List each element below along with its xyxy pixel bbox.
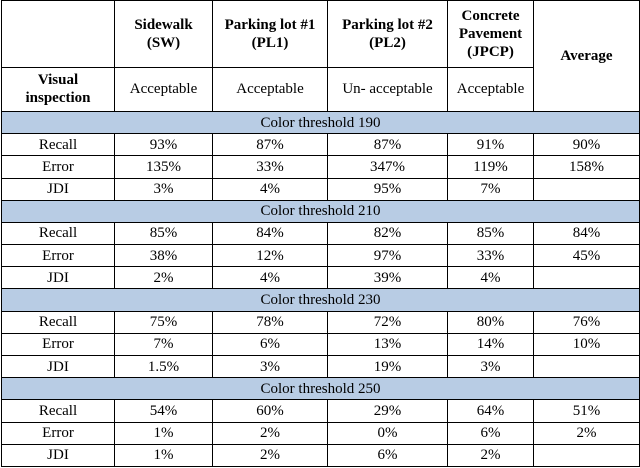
- cell-pl1: 78%: [213, 311, 328, 333]
- results-table: [1, 0, 640, 467]
- cell-pl1: 2%: [213, 444, 328, 466]
- section-header-row: [2, 111, 640, 133]
- col-header-sw: Sidewalk (SW): [115, 1, 213, 68]
- cell-jpcp: 80%: [448, 311, 534, 333]
- col-header-pl2: Parking lot #2 (PL2): [328, 1, 448, 68]
- table-row: [2, 134, 640, 156]
- cell-jpcp: 2%: [448, 444, 534, 466]
- table-row: [2, 422, 640, 444]
- table-row: [2, 222, 640, 244]
- section-title: Color threshold 190: [2, 111, 640, 133]
- visual-jpcp: Acceptable: [448, 67, 534, 111]
- cell-avg: 45%: [534, 245, 640, 267]
- cell-pl2: 347%: [328, 156, 448, 178]
- row-label: JDI: [2, 356, 115, 378]
- cell-sw: 3%: [115, 178, 213, 200]
- cell-avg: [534, 178, 640, 200]
- cell-pl2: 82%: [328, 222, 448, 244]
- cell-sw: 93%: [115, 134, 213, 156]
- visual-pl2: Un- acceptable: [328, 67, 448, 111]
- cell-pl1: 2%: [213, 422, 328, 444]
- cell-avg: 158%: [534, 156, 640, 178]
- cell-pl1: 60%: [213, 400, 328, 422]
- row-label: Recall: [2, 222, 115, 244]
- cell-sw: 1%: [115, 422, 213, 444]
- table-row: [2, 400, 640, 422]
- row-label: Error: [2, 422, 115, 444]
- row-label: Error: [2, 245, 115, 267]
- header-row: [2, 1, 640, 68]
- col-header-jpcp: Concrete Pavement (JPCP): [448, 1, 534, 68]
- table-row: [2, 356, 640, 378]
- cell-avg: 84%: [534, 222, 640, 244]
- table-row: [2, 311, 640, 333]
- cell-pl2: 87%: [328, 134, 448, 156]
- cell-sw: 54%: [115, 400, 213, 422]
- cell-pl1: 4%: [213, 178, 328, 200]
- cell-pl2: 6%: [328, 444, 448, 466]
- cell-pl1: 3%: [213, 356, 328, 378]
- cell-sw: 75%: [115, 311, 213, 333]
- cell-avg: [534, 267, 640, 289]
- cell-jpcp: 4%: [448, 267, 534, 289]
- cell-pl2: 39%: [328, 267, 448, 289]
- section-title: Color threshold 250: [2, 378, 640, 400]
- cell-avg: 10%: [534, 333, 640, 355]
- cell-jpcp: 14%: [448, 333, 534, 355]
- row-label: Recall: [2, 400, 115, 422]
- section-title: Color threshold 230: [2, 289, 640, 311]
- cell-pl1: 87%: [213, 134, 328, 156]
- col-header-pl1: Parking lot #1 (PL1): [213, 1, 328, 68]
- table-row: [2, 444, 640, 466]
- row-label: JDI: [2, 444, 115, 466]
- cell-pl1: 84%: [213, 222, 328, 244]
- cell-sw: 2%: [115, 267, 213, 289]
- visual-sw: Acceptable: [115, 67, 213, 111]
- cell-avg: 90%: [534, 134, 640, 156]
- row-label: JDI: [2, 267, 115, 289]
- row-label: Recall: [2, 311, 115, 333]
- row-label: Recall: [2, 134, 115, 156]
- cell-pl2: 72%: [328, 311, 448, 333]
- table-row: [2, 267, 640, 289]
- cell-jpcp: 33%: [448, 245, 534, 267]
- table-row: [2, 156, 640, 178]
- cell-sw: 1.5%: [115, 356, 213, 378]
- row-label: Error: [2, 333, 115, 355]
- cell-avg: 2%: [534, 422, 640, 444]
- cell-pl2: 0%: [328, 422, 448, 444]
- cell-avg: 76%: [534, 311, 640, 333]
- cell-jpcp: 6%: [448, 422, 534, 444]
- cell-pl1: 6%: [213, 333, 328, 355]
- cell-pl1: 4%: [213, 267, 328, 289]
- cell-avg: [534, 356, 640, 378]
- row-label: Error: [2, 156, 115, 178]
- section-header-row: [2, 289, 640, 311]
- section-header-row: [2, 200, 640, 222]
- table-row: [2, 245, 640, 267]
- cell-sw: 7%: [115, 333, 213, 355]
- cell-jpcp: 7%: [448, 178, 534, 200]
- cell-jpcp: 85%: [448, 222, 534, 244]
- table-row: [2, 333, 640, 355]
- cell-avg: 51%: [534, 400, 640, 422]
- cell-jpcp: 3%: [448, 356, 534, 378]
- visual-pl1: Acceptable: [213, 67, 328, 111]
- cell-jpcp: 91%: [448, 134, 534, 156]
- cell-sw: 38%: [115, 245, 213, 267]
- corner-cell: [2, 1, 115, 68]
- section-header-row: [2, 378, 640, 400]
- cell-pl1: 12%: [213, 245, 328, 267]
- cell-pl2: 19%: [328, 356, 448, 378]
- section-title: Color threshold 210: [2, 200, 640, 222]
- cell-sw: 85%: [115, 222, 213, 244]
- cell-sw: 1%: [115, 444, 213, 466]
- cell-jpcp: 119%: [448, 156, 534, 178]
- table-row: [2, 178, 640, 200]
- cell-sw: 135%: [115, 156, 213, 178]
- cell-pl2: 97%: [328, 245, 448, 267]
- col-header-average: Average: [534, 1, 640, 112]
- visual-inspection-label: Visual inspection: [2, 67, 115, 111]
- cell-pl2: 13%: [328, 333, 448, 355]
- cell-jpcp: 64%: [448, 400, 534, 422]
- cell-avg: [534, 444, 640, 466]
- row-label: JDI: [2, 178, 115, 200]
- cell-pl2: 29%: [328, 400, 448, 422]
- cell-pl1: 33%: [213, 156, 328, 178]
- cell-pl2: 95%: [328, 178, 448, 200]
